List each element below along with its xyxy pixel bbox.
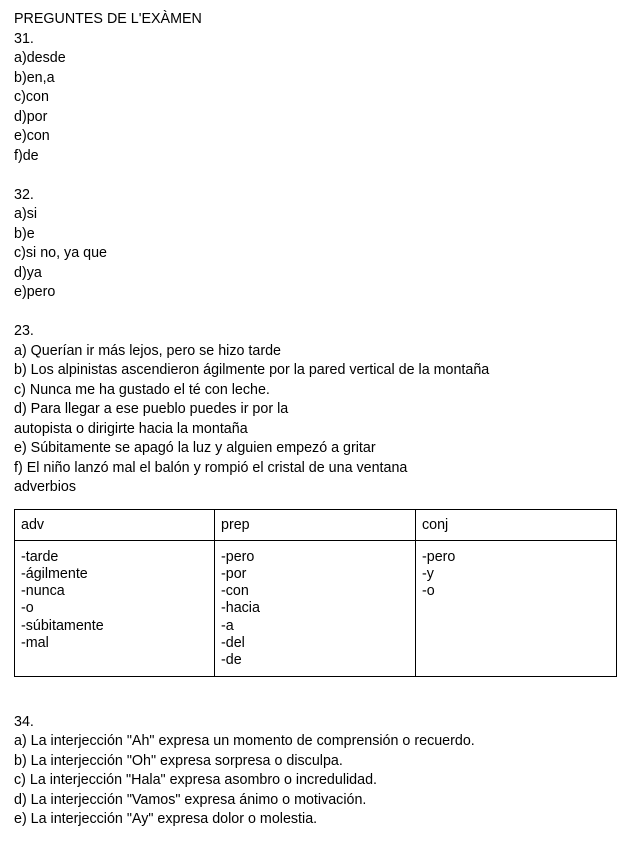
answer-option: e)con	[14, 128, 50, 144]
document-page	[14, 10, 619, 830]
sentence-line: d) La interjección "Vamos" expresa ánimo o motivación.	[14, 791, 367, 808]
question-number: 23.	[14, 323, 34, 339]
answer-option: b)e	[14, 225, 35, 242]
sentence-line: b) Los alpinistas ascendieron ágilmente por la pared vertical de la montaña	[14, 362, 490, 378]
word-classification-table	[14, 509, 617, 677]
word-item: -de	[221, 652, 242, 669]
word-item: -con	[221, 583, 249, 600]
answer-option: a)desde	[14, 50, 66, 66]
answer-option: d)por	[14, 108, 48, 125]
word-item: -mal	[21, 634, 49, 651]
sentence-line: c) La interjección "Hala" expresa asombro o incredulidad.	[14, 772, 377, 789]
sentence-line: d) Para llegar a ese pueblo puedes ir por la	[14, 401, 289, 417]
word-item: -y	[422, 565, 434, 582]
sentence-line: a) Querían ir más lejos, pero se hizo tarde	[14, 342, 281, 359]
answer-option: a)si	[14, 206, 38, 222]
question-23	[14, 322, 619, 498]
answer-option: b)en,a	[14, 69, 55, 86]
word-item: -nunca	[21, 583, 65, 600]
answer-option: f)de	[14, 147, 39, 164]
answer-option: c)con	[14, 89, 49, 105]
word-item: -o	[422, 583, 435, 600]
table-row	[15, 540, 617, 676]
sentence-line: e) Súbitamente se apagó la luz y alguien empezó a gritar	[14, 440, 376, 456]
document-title: PREGUNTES DE L'EXÀMEN	[14, 11, 202, 27]
question-31	[14, 30, 619, 167]
sentence-line: b) La interjección "Oh" expresa sorpresa o disculpa.	[14, 752, 343, 769]
column-header-adv: adv	[15, 509, 215, 540]
sentence-line: c) Nunca me ha gustado el té con leche.	[14, 381, 270, 398]
table-header-row	[15, 509, 617, 540]
sentence-line: f) El niño lanzó mal el balón y rompió el cristal de una ventana	[14, 459, 408, 476]
spacer	[14, 166, 619, 186]
spacer	[14, 677, 619, 713]
sentence-line: a) La interjección "Ah" expresa un momento de comprensión o recuerdo.	[14, 733, 475, 750]
question-number: 32.	[14, 186, 34, 203]
word-item: -por	[221, 565, 247, 582]
adv-cell	[15, 540, 215, 676]
spacer	[14, 303, 619, 323]
word-item: -del	[221, 634, 245, 651]
word-item: -pero	[221, 548, 255, 565]
answer-option: c)si no, ya que	[14, 245, 107, 261]
word-item: -pero	[422, 548, 456, 565]
conj-cell	[416, 540, 617, 676]
word-item: -tarde	[21, 548, 59, 565]
word-item: -súbitamente	[21, 617, 104, 634]
question-32	[14, 186, 619, 303]
sentence-line: e) La interjección "Ay" expresa dolor o molestia.	[14, 811, 318, 828]
sentence-line: adverbios	[14, 479, 76, 495]
column-header-conj: conj	[416, 509, 617, 540]
question-34	[14, 713, 619, 830]
question-number: 34.	[14, 713, 34, 730]
question-number: 31.	[14, 30, 34, 47]
column-header-prep: prep	[215, 509, 416, 540]
word-item: -o	[21, 600, 34, 617]
sentence-line: autopista o dirigirte hacia la montaña	[14, 420, 248, 437]
word-item: -hacia	[221, 600, 260, 617]
word-item: -a	[221, 617, 234, 634]
prep-cell	[215, 540, 416, 676]
answer-option: d)ya	[14, 264, 42, 281]
answer-option: e)pero	[14, 284, 56, 300]
word-item: -ágilmente	[21, 565, 88, 582]
